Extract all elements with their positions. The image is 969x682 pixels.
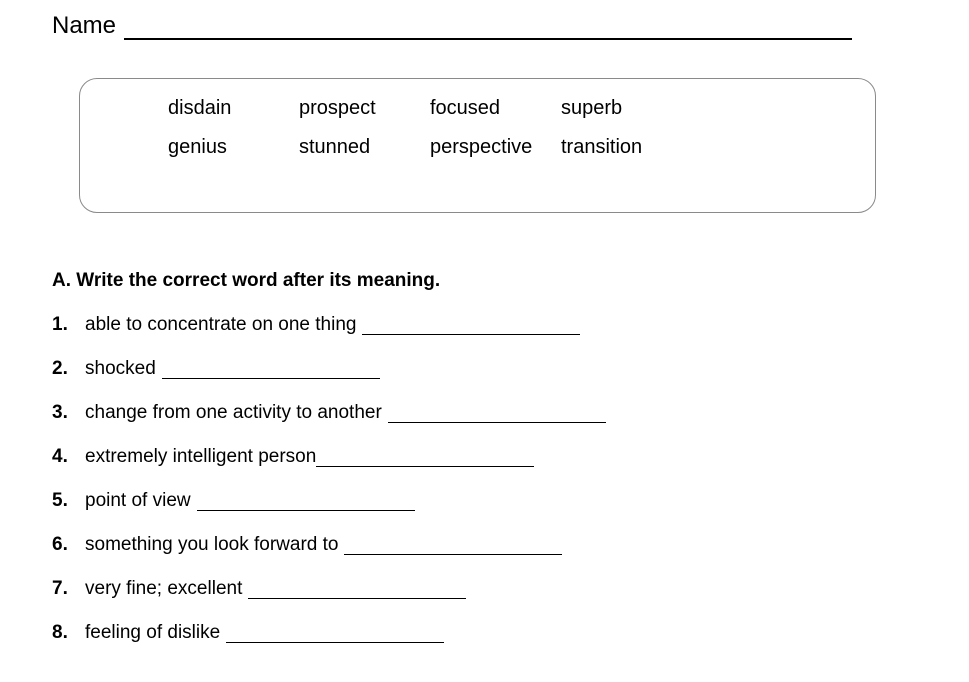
item-number: 3. xyxy=(52,402,68,423)
answer-blank[interactable] xyxy=(362,314,580,335)
name-label: Name xyxy=(52,12,117,39)
item-meaning: extremely intelligent person xyxy=(85,446,317,467)
name-row xyxy=(52,12,852,40)
word-bank-word: perspective xyxy=(430,136,533,158)
answer-blank[interactable] xyxy=(197,490,415,511)
word-bank-word: focused xyxy=(430,97,501,119)
word-bank-word: superb xyxy=(561,97,623,119)
item-number: 6. xyxy=(52,534,68,555)
item-number: 8. xyxy=(52,622,68,643)
word-bank-word: stunned xyxy=(299,136,371,158)
definition-list xyxy=(52,314,606,666)
item-meaning: able to concentrate on one thing xyxy=(85,314,357,335)
item-meaning: something you look forward to xyxy=(85,534,339,555)
item-meaning: very fine; excellent xyxy=(85,578,243,599)
answer-blank[interactable] xyxy=(344,534,562,555)
answer-blank[interactable] xyxy=(226,622,444,643)
definition-item xyxy=(52,446,606,490)
item-meaning: change from one activity to another xyxy=(85,402,382,423)
word-bank-word: disdain xyxy=(168,97,232,119)
definition-item xyxy=(52,578,606,622)
item-number: 4. xyxy=(52,446,68,467)
word-bank-word: genius xyxy=(168,136,227,158)
definition-item xyxy=(52,622,606,666)
answer-blank[interactable] xyxy=(248,578,466,599)
item-number: 5. xyxy=(52,490,68,511)
answer-blank[interactable] xyxy=(162,358,380,379)
item-number: 7. xyxy=(52,578,68,599)
definition-item xyxy=(52,490,606,534)
word-bank-grid xyxy=(168,97,692,175)
word-bank-word: transition xyxy=(561,136,643,158)
item-meaning: point of view xyxy=(85,490,191,511)
definition-item xyxy=(52,358,606,402)
item-number: 2. xyxy=(52,358,68,379)
definition-item xyxy=(52,534,606,578)
answer-blank[interactable] xyxy=(388,402,606,423)
definition-item xyxy=(52,402,606,446)
answer-blank[interactable] xyxy=(316,446,534,467)
name-blank-line[interactable] xyxy=(124,14,852,40)
item-number: 1. xyxy=(52,314,68,335)
item-meaning: feeling of dislike xyxy=(85,622,221,643)
item-meaning: shocked xyxy=(85,358,156,379)
definition-item xyxy=(52,314,606,358)
section-a-title: A. Write the correct word after its meaning. xyxy=(52,270,441,291)
word-bank-word: prospect xyxy=(299,97,376,119)
word-bank-box xyxy=(79,78,876,213)
